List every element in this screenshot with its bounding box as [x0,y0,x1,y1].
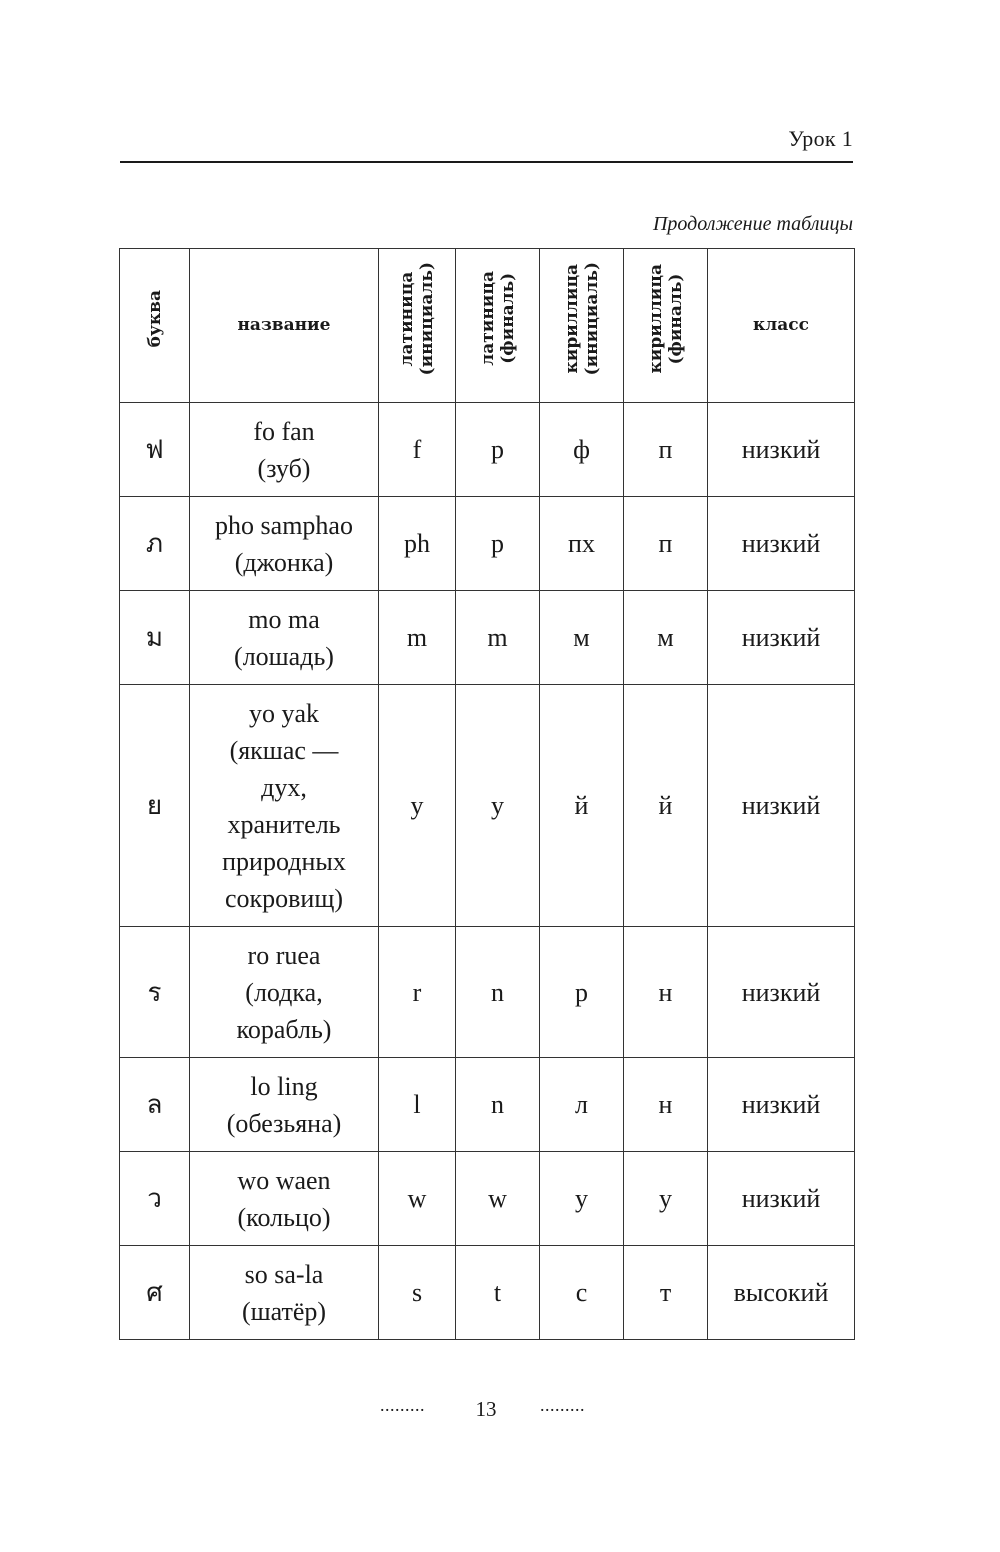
cell-letter: ภ [120,497,190,591]
cell-name: lo ling (обезьяна) [190,1058,379,1152]
table-header-row [120,249,855,403]
cell-cyrillic-final: м [624,591,708,685]
cell-cyrillic-final: н [624,927,708,1058]
cell-class: высокий [708,1246,855,1340]
table-row [120,927,855,1058]
cell-latin-initial: s [379,1246,456,1340]
cell-latin-final: n [456,1058,540,1152]
cell-class: низкий [708,1058,855,1152]
cell-latin-initial: m [379,591,456,685]
table-row [120,1058,855,1152]
table-body [120,403,855,1340]
cell-latin-final: p [456,403,540,497]
cell-class: низкий [708,403,855,497]
cell-cyrillic-initial: с [540,1246,624,1340]
cell-latin-initial: f [379,403,456,497]
cell-class: низкий [708,591,855,685]
cell-name: ro ruea (лодка, корабль) [190,927,379,1058]
cell-cyrillic-final: й [624,685,708,927]
cell-cyrillic-final: т [624,1246,708,1340]
cell-cyrillic-final: п [624,403,708,497]
cell-name: mo ma (лошадь) [190,591,379,685]
cell-name: pho samphao (джонка) [190,497,379,591]
table-row [120,403,855,497]
cell-letter: ล [120,1058,190,1152]
cell-latin-initial: l [379,1058,456,1152]
col-header-latin-initial: латиница (инициаль) [379,249,456,403]
cell-latin-final: y [456,685,540,927]
cell-class: низкий [708,685,855,927]
cell-latin-initial: ph [379,497,456,591]
cell-class: низкий [708,497,855,591]
table-row [120,1246,855,1340]
cell-cyrillic-initial: м [540,591,624,685]
cell-name: so sa-la (шатёр) [190,1246,379,1340]
cell-cyrillic-initial: ф [540,403,624,497]
col-header-cyrillic-initial: кириллица (инициаль) [540,249,624,403]
cell-letter: ฟ [120,403,190,497]
cell-latin-initial: y [379,685,456,927]
table-caption: Продолжение таблицы [652,213,853,235]
cell-latin-initial: r [379,927,456,1058]
col-header-cyrillic-final: кириллица (финаль) [624,249,708,403]
cell-letter: ร [120,927,190,1058]
cell-name: wo waen (кольцо) [190,1152,379,1246]
cell-latin-final: p [456,497,540,591]
cell-latin-final: t [456,1246,540,1340]
header-rule [120,161,853,163]
cell-cyrillic-initial: пх [540,497,624,591]
cell-latin-initial: w [379,1152,456,1246]
cell-cyrillic-initial: р [540,927,624,1058]
cell-latin-final: n [456,927,540,1058]
table-row [120,685,855,927]
table-row [120,591,855,685]
col-header-letter: буква [120,249,190,403]
thai-letters-table [119,248,855,1340]
cell-class: низкий [708,927,855,1058]
cell-cyrillic-final: н [624,1058,708,1152]
cell-latin-final: w [456,1152,540,1246]
cell-cyrillic-initial: у [540,1152,624,1246]
table-row [120,1152,855,1246]
table-row [120,497,855,591]
cell-class: низкий [708,1152,855,1246]
cell-name: fo fan (зуб) [190,403,379,497]
col-header-latin-final: латиница (финаль) [456,249,540,403]
cell-cyrillic-final: у [624,1152,708,1246]
cell-name: yo yak (якшас — дух, хранитель природных сокровищ) [190,685,379,927]
col-header-class: класс [708,249,855,403]
running-title: Урок 1 [788,126,853,151]
footer-dots-left: ......... [380,1395,425,1415]
cell-latin-final: m [456,591,540,685]
cell-cyrillic-initial: й [540,685,624,927]
col-header-name: название [190,249,379,403]
cell-letter: ศ [120,1246,190,1340]
cell-letter: ว [120,1152,190,1246]
cell-letter: ย [120,685,190,927]
cell-letter: ม [120,591,190,685]
cell-cyrillic-initial: л [540,1058,624,1152]
page-number: 13 [475,1397,497,1421]
cell-cyrillic-final: п [624,497,708,591]
footer-dots-right: ......... [540,1395,585,1415]
page-footer [0,1395,1000,1425]
